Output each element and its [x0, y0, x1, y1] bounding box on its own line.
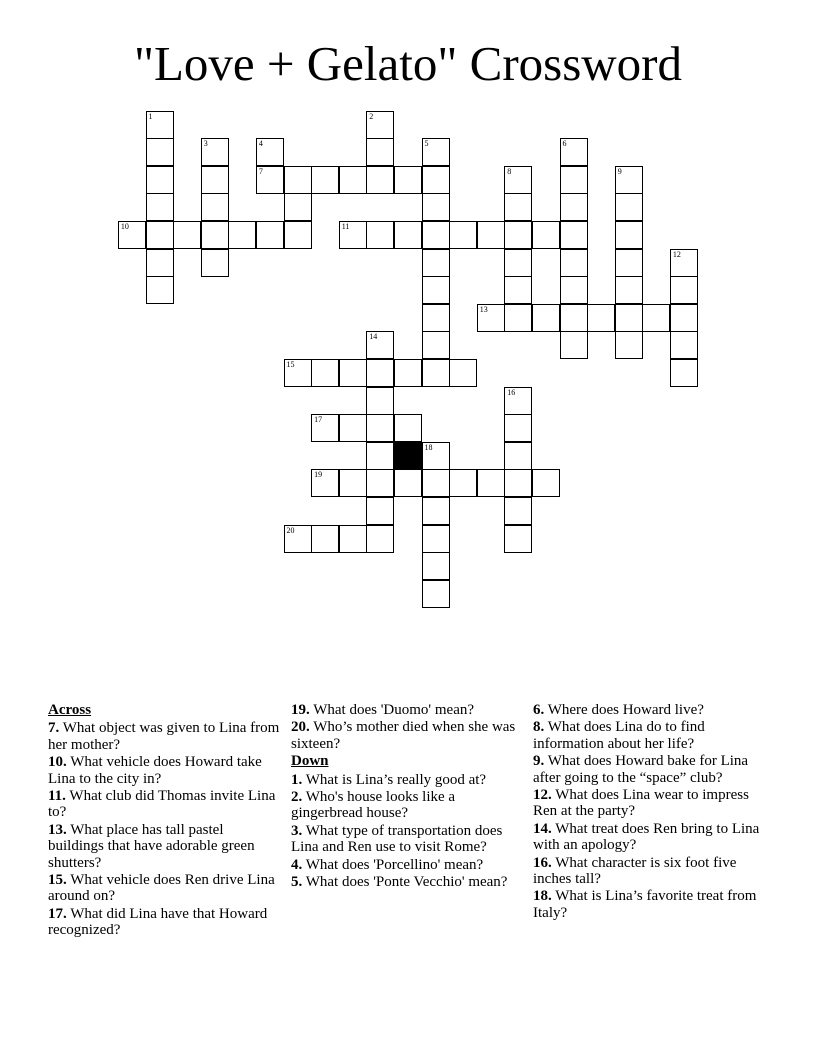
- grid-cell[interactable]: [615, 249, 643, 277]
- grid-cell[interactable]: [560, 304, 588, 332]
- grid-cell[interactable]: [560, 276, 588, 304]
- grid-cell[interactable]: [146, 221, 174, 249]
- grid-cell[interactable]: [311, 166, 339, 194]
- clue-number-label: 2: [369, 111, 374, 121]
- grid-cell[interactable]: [284, 166, 312, 194]
- clue-number-label: 16: [507, 387, 516, 397]
- grid-cell[interactable]: [173, 221, 201, 249]
- clue-across-11: [48, 788, 282, 821]
- grid-cell[interactable]: [366, 387, 394, 415]
- clue-text: What does Lina do to find information about her life?: [533, 719, 705, 752]
- clue-down-6: [533, 702, 763, 718]
- clue-text: What type of transportation does Lina and Ren use to visit Rome?: [291, 822, 503, 856]
- clue-number: 12.: [533, 787, 552, 804]
- clue-down-1: [291, 772, 525, 788]
- clue-down-14: [533, 821, 763, 854]
- grid-cell[interactable]: [615, 276, 643, 304]
- clue-number: 1.: [291, 771, 303, 788]
- clue-down-12: [533, 787, 763, 820]
- grid-cell[interactable]: [504, 497, 532, 525]
- grid-cell[interactable]: [642, 304, 670, 332]
- grid-cell[interactable]: [560, 249, 588, 277]
- clue-number: 11.: [48, 788, 66, 805]
- grid-cell[interactable]: [256, 166, 284, 194]
- grid-cell[interactable]: [422, 221, 450, 249]
- clue-number: 7.: [48, 720, 60, 737]
- grid-cell[interactable]: [532, 469, 560, 497]
- grid-cell[interactable]: [422, 166, 450, 194]
- clue-across-10: [48, 754, 282, 787]
- down-heading: Down: [291, 753, 329, 770]
- grid-cell[interactable]: [560, 221, 588, 249]
- clue-number-label: 1: [148, 111, 153, 121]
- clue-across-17: [48, 906, 282, 939]
- grid-cell[interactable]: [284, 525, 312, 553]
- grid-cell[interactable]: [311, 469, 339, 497]
- clue-number-label: 10: [120, 221, 129, 231]
- grid-cell[interactable]: [422, 331, 450, 359]
- grid-cell[interactable]: [422, 359, 450, 387]
- grid-cell[interactable]: [146, 249, 174, 277]
- grid-cell[interactable]: [422, 249, 450, 277]
- grid-cell[interactable]: [422, 276, 450, 304]
- grid-cell[interactable]: [118, 221, 146, 249]
- grid-cell[interactable]: [339, 414, 367, 442]
- clue-down-5: [291, 874, 525, 890]
- grid-cell[interactable]: [504, 414, 532, 442]
- grid-cell[interactable]: [615, 304, 643, 332]
- grid-cell[interactable]: [284, 359, 312, 387]
- grid-cell[interactable]: [146, 166, 174, 194]
- grid-cell[interactable]: [394, 166, 422, 194]
- grid-cell[interactable]: [422, 469, 450, 497]
- grid-cell[interactable]: [504, 221, 532, 249]
- clue-down-4: [291, 857, 525, 873]
- grid-cell[interactable]: [339, 525, 367, 553]
- clue-number-label: 13: [479, 304, 488, 314]
- clue-text: What vehicle does Ren drive Lina around on?: [48, 872, 275, 905]
- grid-cell[interactable]: [422, 138, 450, 166]
- clue-number-label: 17: [314, 415, 323, 425]
- clue-text: What object was given to Lina from her mother?: [48, 720, 280, 753]
- clue-number: 2.: [291, 789, 303, 806]
- clue-across-19: [291, 702, 525, 718]
- clue-number: 6.: [533, 702, 545, 718]
- clue-text: What place has tall pastel buildings that have adorable green shutters?: [48, 821, 255, 871]
- clue-text: What does Howard bake for Lina after going to the “space” club?: [533, 753, 749, 786]
- clue-across-15: [48, 872, 282, 905]
- grid-cell[interactable]: [394, 469, 422, 497]
- clue-number: 16.: [533, 854, 552, 871]
- grid-cell[interactable]: [449, 221, 477, 249]
- clue-down-2: [291, 789, 525, 822]
- grid-cell[interactable]: [560, 193, 588, 221]
- grid-cell[interactable]: [201, 249, 229, 277]
- grid-cell[interactable]: [670, 304, 698, 332]
- clue-number: 8.: [533, 719, 545, 736]
- grid-cell[interactable]: [394, 359, 422, 387]
- clue-column-3: [533, 702, 763, 922]
- grid-cell[interactable]: [422, 304, 450, 332]
- grid-cell[interactable]: [146, 111, 174, 139]
- clue-text: Who’s mother died when she was sixteen?: [291, 719, 516, 752]
- clue-down-16: [533, 855, 763, 888]
- clue-number-label: 15: [286, 359, 295, 369]
- clue-across-20: [291, 719, 525, 752]
- clue-across-13: [48, 822, 282, 871]
- grid-cell[interactable]: [560, 331, 588, 359]
- grid-cell[interactable]: [394, 414, 422, 442]
- clue-number-label: 6: [562, 139, 567, 149]
- clue-text: What did Lina have that Howard recognized?: [48, 905, 268, 939]
- grid-cell[interactable]: [311, 359, 339, 387]
- clue-number-label: 11: [341, 221, 350, 231]
- grid-cell[interactable]: [146, 276, 174, 304]
- grid-cell[interactable]: [615, 221, 643, 249]
- grid-cell[interactable]: [201, 166, 229, 194]
- grid-cell[interactable]: [339, 166, 367, 194]
- clue-number-label: 3: [203, 139, 208, 149]
- grid-cell[interactable]: [366, 221, 394, 249]
- grid-cell[interactable]: [366, 442, 394, 470]
- grid-cell[interactable]: [504, 166, 532, 194]
- clue-text: What club did Thomas invite Lina to?: [48, 788, 276, 821]
- clue-down-9: [533, 753, 763, 786]
- grid-cell[interactable]: [422, 193, 450, 221]
- grid-cell[interactable]: [366, 414, 394, 442]
- grid-cell[interactable]: [146, 138, 174, 166]
- clue-number: 4.: [291, 856, 303, 873]
- grid-cell[interactable]: [504, 249, 532, 277]
- grid-cell[interactable]: [366, 497, 394, 525]
- grid-cell[interactable]: [422, 525, 450, 553]
- grid-cell[interactable]: [311, 414, 339, 442]
- clue-number-label: 5: [424, 139, 429, 149]
- clue-number: 10.: [48, 754, 67, 771]
- grid-cell[interactable]: [615, 166, 643, 194]
- clue-text: What treat does Ren bring to Lina with an apology?: [533, 820, 760, 854]
- clue-number-label: 8: [507, 166, 512, 176]
- clue-column-1: [48, 702, 282, 940]
- grid-cell[interactable]: [394, 221, 422, 249]
- grid-cell[interactable]: [560, 166, 588, 194]
- grid-cell[interactable]: [366, 166, 394, 194]
- clue-number-label: 20: [286, 525, 295, 535]
- clue-down-18: [533, 888, 763, 921]
- clue-number-label: 18: [424, 442, 433, 452]
- grid-cell[interactable]: [366, 331, 394, 359]
- clue-number: 20.: [291, 719, 310, 736]
- clue-across-7: [48, 720, 282, 753]
- grid-cell[interactable]: [504, 276, 532, 304]
- clue-number: 5.: [291, 874, 303, 891]
- grid-cell[interactable]: [477, 304, 505, 332]
- grid-cell[interactable]: [339, 221, 367, 249]
- clue-number: 3.: [291, 822, 303, 839]
- grid-cell[interactable]: [256, 138, 284, 166]
- grid-cell[interactable]: [366, 359, 394, 387]
- grid-cell[interactable]: [670, 331, 698, 359]
- grid-cell[interactable]: [504, 304, 532, 332]
- grid-cell[interactable]: [477, 469, 505, 497]
- grid-cell[interactable]: [228, 221, 256, 249]
- grid-cell[interactable]: [504, 387, 532, 415]
- clue-number: 18.: [533, 888, 552, 905]
- clue-number-label: 7: [258, 166, 263, 176]
- grid-cell[interactable]: [311, 525, 339, 553]
- grid-cell[interactable]: [422, 580, 450, 608]
- grid-cell[interactable]: [449, 359, 477, 387]
- grid-cell[interactable]: [670, 359, 698, 387]
- clue-text: Who's house looks like a gingerbread house?: [291, 789, 456, 822]
- grid-cell[interactable]: [670, 276, 698, 304]
- grid-cell[interactable]: [201, 193, 229, 221]
- clue-number: 13.: [48, 821, 67, 838]
- grid-cell[interactable]: [615, 331, 643, 359]
- grid-cell[interactable]: [366, 469, 394, 497]
- page-title: "Love + Gelato" Crossword: [133, 36, 683, 91]
- grid-cell[interactable]: [339, 469, 367, 497]
- grid-cell[interactable]: [615, 193, 643, 221]
- grid-cell[interactable]: [477, 221, 505, 249]
- grid-cell[interactable]: [532, 221, 560, 249]
- grid-cell[interactable]: [504, 442, 532, 470]
- across-heading: Across: [48, 702, 92, 718]
- clue-number-label: 14: [369, 332, 378, 342]
- grid-cell[interactable]: [284, 221, 312, 249]
- clue-text: What is Lina’s really good at?: [305, 771, 487, 788]
- clue-number: 19.: [291, 702, 310, 718]
- grid-cell[interactable]: [146, 193, 174, 221]
- clue-number: 14.: [533, 820, 552, 837]
- grid-cell[interactable]: [422, 442, 450, 470]
- grid-cell[interactable]: [339, 359, 367, 387]
- grid-cell[interactable]: [201, 138, 229, 166]
- clue-number-label: 9: [617, 166, 622, 176]
- grid-cell[interactable]: [366, 111, 394, 139]
- grid-cell[interactable]: [532, 304, 560, 332]
- clue-number: 15.: [48, 872, 67, 889]
- grid-cell[interactable]: [201, 221, 229, 249]
- clue-number-label: 12: [672, 249, 681, 259]
- clue-number: 17.: [48, 905, 67, 922]
- clue-number-label: 19: [314, 470, 323, 480]
- clue-number: 9.: [533, 753, 545, 770]
- grid-cell[interactable]: [504, 193, 532, 221]
- grid-cell[interactable]: [256, 221, 284, 249]
- grid-cell[interactable]: [449, 469, 477, 497]
- clue-text: What does 'Ponte Vecchio' mean?: [305, 874, 508, 891]
- clue-text: What does 'Duomo' mean?: [313, 702, 475, 718]
- grid-cell[interactable]: [422, 552, 450, 580]
- grid-cell[interactable]: [504, 469, 532, 497]
- clue-text: What does Lina wear to impress Ren at the party?: [533, 787, 749, 820]
- clue-text: What character is six foot five inches tall?: [533, 854, 737, 888]
- grid-cell[interactable]: [422, 497, 450, 525]
- clue-text: What is Lina’s favorite treat from Italy?: [533, 888, 757, 921]
- grid-cell[interactable]: [504, 525, 532, 553]
- grid-cell[interactable]: [284, 193, 312, 221]
- clue-down-3: [291, 823, 525, 856]
- grid-cell[interactable]: [587, 304, 615, 332]
- clue-number-label: 4: [258, 139, 263, 149]
- clue-column-2: [291, 702, 525, 891]
- clue-text: What does 'Porcellino' mean?: [305, 856, 484, 873]
- grid-cell[interactable]: [670, 249, 698, 277]
- grid-cell[interactable]: [366, 525, 394, 553]
- grid-cell[interactable]: [366, 138, 394, 166]
- clue-text: What vehicle does Howard take Lina to the city in?: [48, 754, 262, 787]
- black-square: [394, 442, 422, 470]
- grid-cell[interactable]: [560, 138, 588, 166]
- clue-text: Where does Howard live?: [547, 702, 704, 718]
- clue-down-8: [533, 719, 763, 752]
